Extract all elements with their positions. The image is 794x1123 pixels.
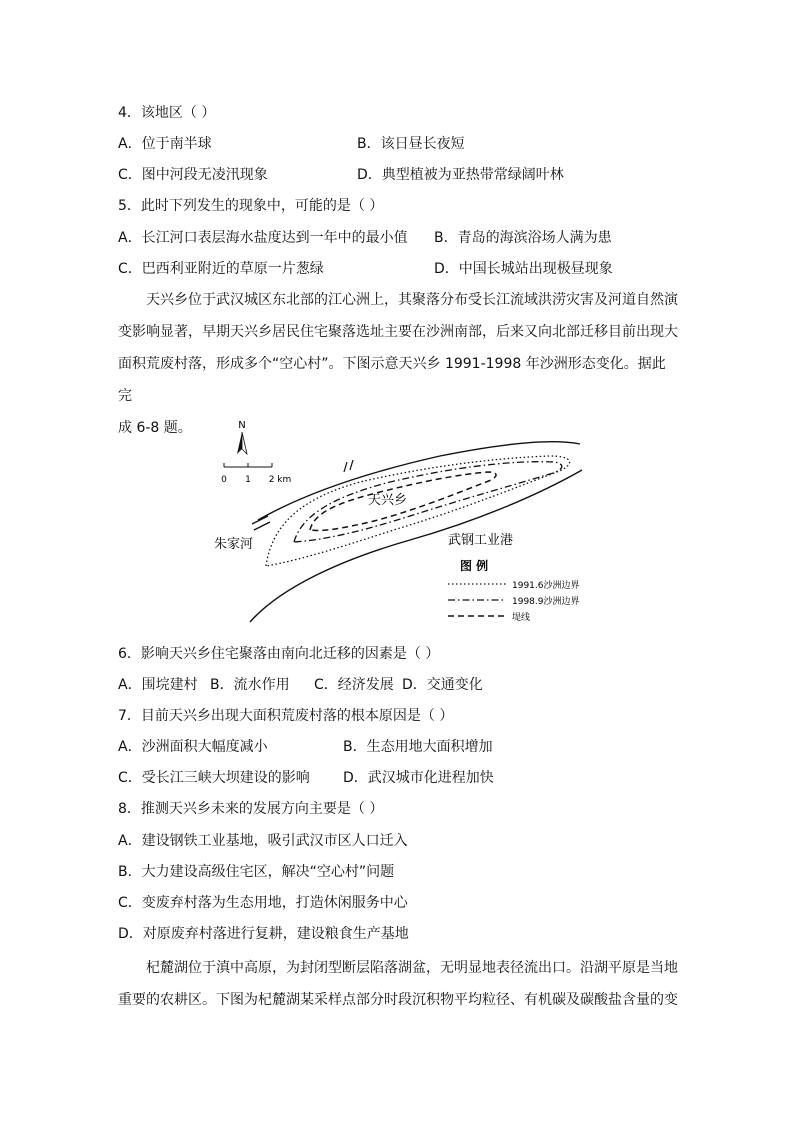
q4-option-a: A．位于南半球 xyxy=(118,136,212,152)
q4-option-d: D．典型植被为亚热带常绿阔叶林 xyxy=(357,167,564,183)
boundary-1991 xyxy=(266,456,570,566)
q5-option-c: C．巴西利亚附近的草原一片葱绿 xyxy=(118,261,324,277)
legend-label-1991: 1991.6沙洲边界 xyxy=(512,581,580,591)
q4-option-b: B．该日昼长夜短 xyxy=(357,136,465,152)
q7-option-d: D．武汉城市化进程加快 xyxy=(343,770,494,786)
q8-stem: 8．推测天兴乡未来的发展方向主要是（ ） xyxy=(118,801,384,817)
q6-option-b: B．流水作用 xyxy=(210,677,290,693)
q8-option-b: B．大力建设高级住宅区，解决“空心村”问题 xyxy=(118,864,395,880)
place-zhujiahe: 朱家河 xyxy=(214,537,254,552)
boundary-1998 xyxy=(294,462,562,542)
q4-option-c: C．图中河段无凌汛现象 xyxy=(118,167,268,183)
scale-label-2: 2 km xyxy=(268,475,292,485)
q6-option-a: A．围垸建村 xyxy=(118,677,198,693)
place-wugang-port: 武钢工业港 xyxy=(448,533,514,548)
passage-qiluhu xyxy=(118,952,678,1016)
q8-option-d: D．对原废弃村落进行复耕，建设粮食生产基地 xyxy=(118,926,409,942)
tianxing-sandbar-map xyxy=(210,412,600,630)
north-label: N xyxy=(238,420,246,431)
q5-option-a: A．长江河口表层海水盐度达到一年中的最小值 xyxy=(118,230,408,246)
q8-option-a: A．建设钢铁工业基地，吸引武汉市区人口迁入 xyxy=(118,833,408,849)
legend-label-1998: 1998.9沙洲边界 xyxy=(512,597,580,607)
q8-option-c: C．变废弃村落为生态用地，打造休闲服务中心 xyxy=(118,895,408,911)
q4-stem: 4．该地区（ ） xyxy=(118,105,216,121)
passage1-line2: 变影响显著，早期天兴乡居民住宅聚落选址主要在沙洲南部，后来又向北部迁移目前出现大 xyxy=(118,324,678,340)
q7-option-a: A．沙洲面积大幅度减小 xyxy=(118,739,268,755)
passage2-line2: 重要的农耕区。下图为杞麓湖某采样点部分时段沉积物平均粒径、有机碳及碳酸盐含量的变 xyxy=(118,992,678,1008)
q6-option-d: D．交通变化 xyxy=(402,677,483,693)
north-arrow-icon xyxy=(237,432,242,454)
scale-label-1: 1 xyxy=(245,475,251,485)
scale-label-0: 0 xyxy=(221,475,227,485)
q7-option-b: B．生态用地大面积增加 xyxy=(343,739,493,755)
passage1-line4: 成 6-8 题。 xyxy=(118,420,192,436)
passage1-line1: 天兴乡位于武汉城区东北部的江心洲上，其聚落分布受长江流域洪涝灾害及河道自然演 xyxy=(146,292,678,308)
q7-option-c: C．受长江三峡大坝建设的影响 xyxy=(118,770,310,786)
place-tianxing: 天兴乡 xyxy=(368,493,408,508)
north-river-bank xyxy=(258,442,580,520)
q5-option-d: D．中国长城站出现极昼现象 xyxy=(434,261,613,277)
legend-label-dike: 堤线 xyxy=(512,613,531,623)
legend-title: 图 例 xyxy=(460,559,489,573)
passage2-line1: 杞麓湖位于滇中高原，为封闭型断层陷落湖盆，无明显地表径流出口。沿湖平原是当地 xyxy=(146,960,678,976)
q5-stem: 5．此时下列发生的现象中，可能的是（ ） xyxy=(118,198,384,214)
q6-stem: 6．影响天兴乡住宅聚落由南向北迁移的因素是（ ） xyxy=(118,646,440,662)
passage1-line3: 面积荒废村落，形成多个“空心村”。下图示意天兴乡 1991-1998 年沙洲形态变化。据此完 xyxy=(118,356,666,404)
q5-option-b: B．青岛的海滨浴场人满为患 xyxy=(434,230,612,246)
q6-option-c: C．经济发展 xyxy=(314,677,394,693)
q7-stem: 7．目前天兴乡出现大面积荒废村落的根本原因是（ ） xyxy=(118,708,454,724)
